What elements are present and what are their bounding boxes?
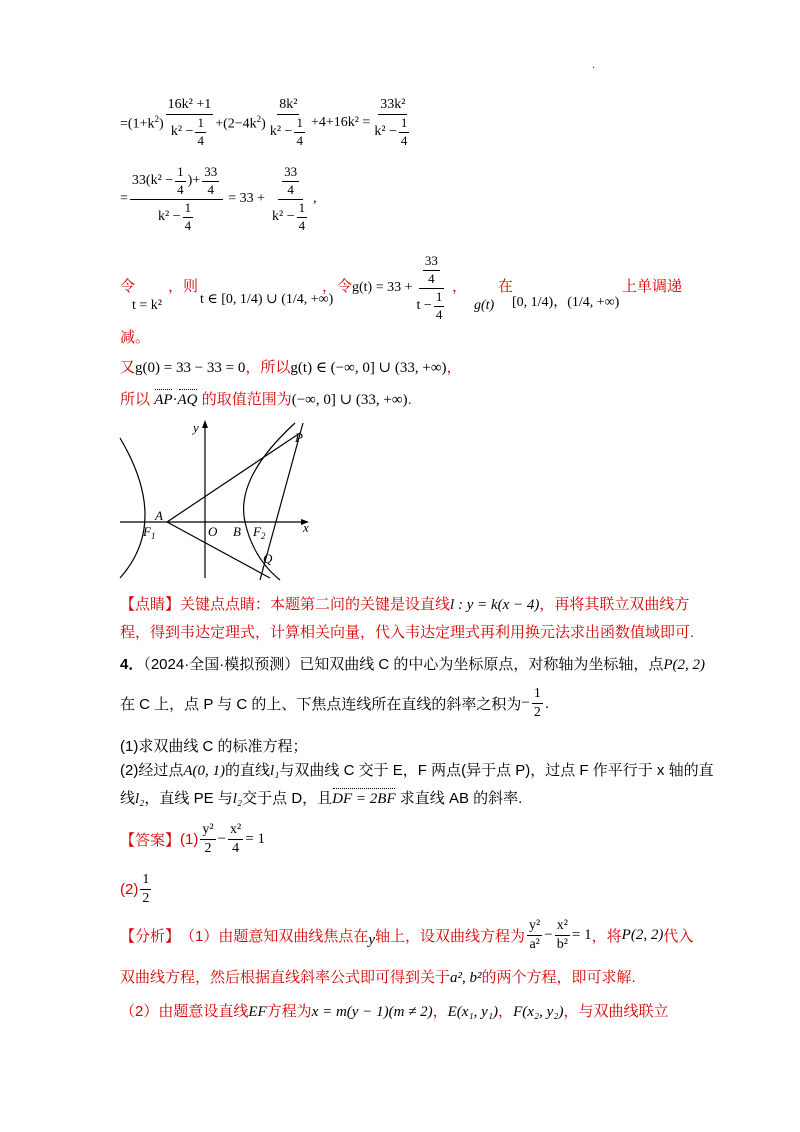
eq1-lead: $=(1+k^2)$ [120,113,164,132]
eq1-tail: +4+16k² = [310,114,371,130]
problem-4-q2-line-1: (2)经过点A(0, 1)的直线l₁与双曲线 C 交于 E，F 两点(异于点 P)，过点 F 作平行于 x 轴的直 [120,762,714,779]
line4: 又g(0) = 33 − 33 = 0，所以g(t) ∈ (−∞, 0] ∪ (33, +∞)， [120,359,462,376]
label-F2: $F_2$ [253,524,266,541]
dianjing-line-2: 程，得到韦达定理式，计算相关向量，代入韦达定理式再利用换元法求出函数值域即可. [120,624,695,641]
problem-4-line-2: 在 C 上，点 P 与 C 的上、下焦点连线所在直线的斜率之积为 − $\frac{1}{2}$ . [120,686,550,721]
problem-4-q1: (1)求双曲线 C 的标准方程； [120,738,308,755]
problem-4-q2-line-2: 线l₂，直线 PE 与l₂交于点 D，且DF = 2BF 求直线 AB 的斜率. [120,790,523,807]
eq2-big-frac: 33 ( k² − $\frac{1}{4}$ ) + $\frac{33}{4}$ k² − $\frac{1}{4}$ [130,165,223,234]
eq2-lead: = [120,191,128,207]
label-B: B [233,524,241,539]
eq1-frac-3: 33k² k² − $\frac{1}{4}$ [374,97,408,149]
sub-mono: 上单调递 [622,278,683,295]
sub-ze: ，则 [168,278,199,295]
eq1-frac-2: 8k² k² − $\frac{1}{4}$ [269,97,303,149]
analysis-line-2: 双曲线方程，然后根据直线斜率公式即可得到关于a², b²的两个方程，即可求解. [120,969,636,986]
answer-line-1: 【答案】 (1) $\frac{\text{y²}}{2}$ − $\frac{\text{x²}}{4}$ = 1 [120,822,265,857]
equation-line-1 [120,97,415,149]
eq1-frac-1: 16k² +1 k² − $\frac{1}{4}$ [167,97,212,149]
dianjing-line-1: 【点睛】关键点点睛：本题第二问的关键是设直线l : y = k(x − 4)，再将其联立双曲线方 [120,596,690,613]
sub-t-in: t ∈ [0, 1/4) ∪ (1/4, +∞) [200,292,334,307]
label-P: P [295,430,303,445]
sub-comma: ， [452,278,468,295]
sub-t-def: t = k² [132,298,162,313]
problem-4-line-1: 4．（2024·全国·模拟预测）已知双曲线 C 的中心为坐标原点，对称轴为坐标轴，点P(2, 2) [120,656,706,673]
label-x: x [303,520,309,535]
answer-line-2: (2) $\frac{1}{2}$ [120,872,150,907]
sub-mono2: 减。 [120,329,151,346]
sub-ling2: ，令 [322,278,353,295]
analysis-line-1: 【分析】 （1）由题意知双曲线焦点在 y 轴上，设双曲线方程为 $\frac{\text{y²}}{\text{a²}}$ − $\frac{\text{x²}}{\text{b²}}$ = 1 ，将 P(2, 2) 代入 [120,918,694,953]
label-O: O [208,524,218,539]
label-A: A [155,508,163,523]
line5: 所以 AP·AQ 的取值范围为(−∞, 0] ∪ (33, +∞). [120,391,412,408]
y-arrow [202,420,208,428]
eq2-mid: = 33 + [228,191,266,207]
right-branch-upper [244,423,295,522]
hyperbola-figure [115,418,320,583]
sub-zai: 在 [498,278,514,295]
page-mark: . [592,60,596,71]
eq1-mid: $+(2-4k^2)$ [215,113,266,132]
left-branch [120,438,145,578]
eq2-end: , [313,191,317,207]
label-F1: $F_1$ [143,524,156,541]
sub-gt: g(t) [474,298,495,313]
sub-gint: [0, 1/4)，(1/4, +∞) [512,295,620,310]
sub-g-def: g(t) = 33 + $\frac{33}{4}$ t − $\frac{1}{4}$ [352,253,443,322]
label-Q: Q [263,551,273,566]
analysis-line-3: （2）由题意设直线EF方程为x = m(y − 1)(m ≠ 2)，E(x₁, y₁)，F(x₂, y₂)，与双曲线联立 [120,1003,669,1020]
eq2-frac-2: $\frac{33}{4}$ k² − $\frac{1}{4}$ [272,164,306,233]
sub-ling: 令 [120,278,136,295]
label-y: y [193,420,199,435]
equation-line-2 [120,165,317,234]
